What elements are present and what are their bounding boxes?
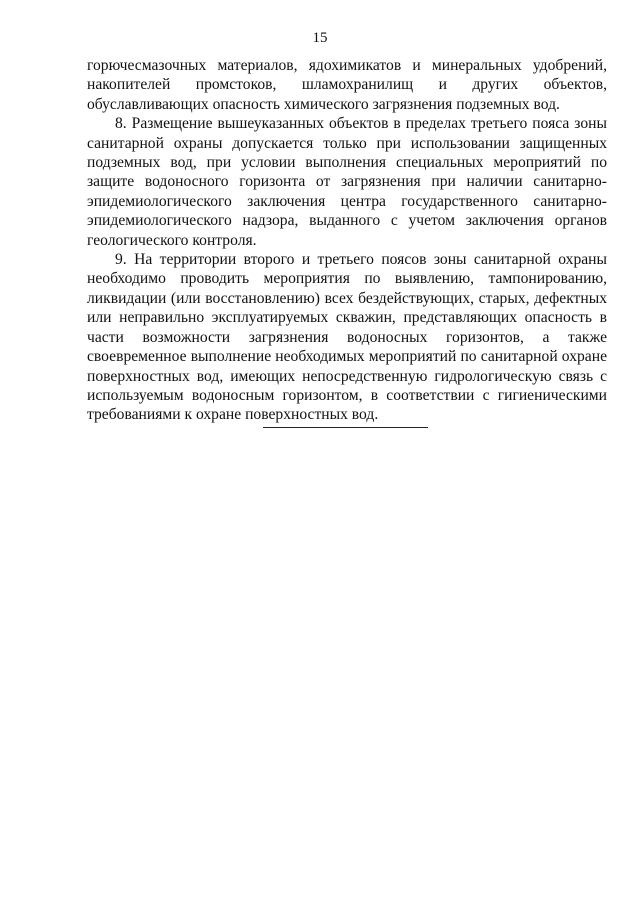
page-number: 15 bbox=[312, 30, 328, 46]
document-body bbox=[87, 56, 607, 425]
end-separator-line bbox=[263, 427, 428, 428]
paragraph-item-8: 8. Размещение вышеуказанных объектов в пределах третьего пояса зоны санитарной охраны допускается только при использовании защищенных подземных вод, при условии выполнения специальных мероприятий по защите водоносного горизонта от загрязнения при наличии санитарно-эпидемиологического заключения центра государственного санитарно-эпидемиологического надзора, выданного с учетом заключения органов геологического контроля. bbox=[87, 115, 607, 249]
paragraph-continuation: горючесмазочных материалов, ядохимикатов и минеральных удобрений, накопителей промстоков, шламохранилищ и других объектов, обуславливающих опасность химического загрязнения подземных вод. bbox=[87, 57, 607, 113]
paragraph-item-9: 9. На территории второго и третьего поясов зоны санитарной охраны необходимо проводить мероприятия по выявлению, тампонированию, ликвидации (или восстановлению) всех бездействующих, старых, дефектных или неправильно эксплуатируемых скважин, представляющих опасность в части возможности загрязнения водоносных горизонтов, а также своевременное выполнение необходимых мероприятий по санитарной охране поверхностных вод, имеющих непосредственную гидрологическую связь с используемым водоносным горизонтом, в соответствии с гигиеническими требованиями к охране поверхностных вод. bbox=[87, 251, 607, 424]
